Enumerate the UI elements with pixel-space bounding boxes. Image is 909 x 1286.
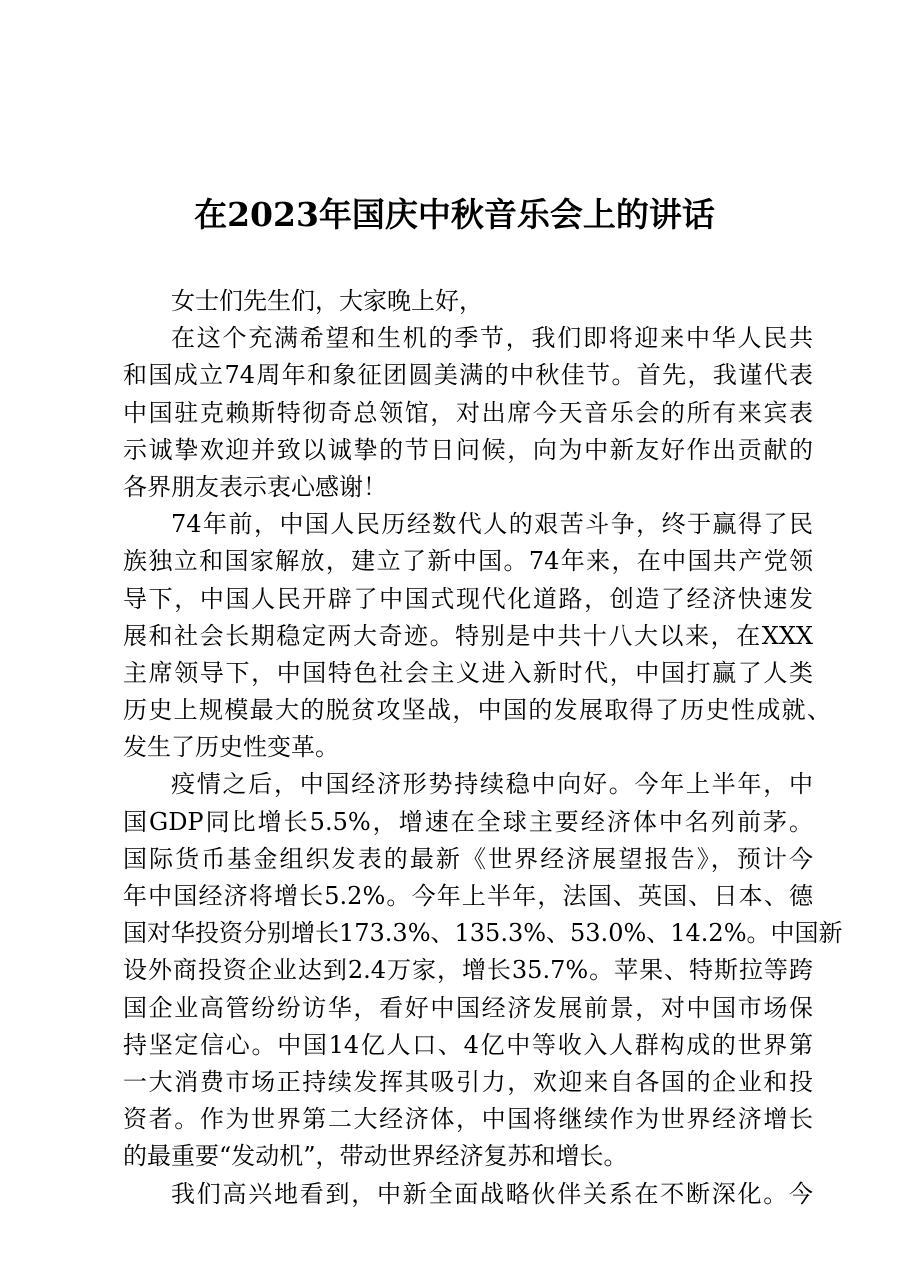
- salutation-line: 女士们先生们，大家晚上好，: [171, 287, 483, 315]
- paragraph-line: 74年前，中国人民历经数代人的艰苦斗争，终于赢得了民: [171, 510, 813, 539]
- paragraph-line: 国GDP同比增长5.5%，增速在全球主要经济体中名列前茅。: [123, 807, 813, 836]
- paragraph-line: 设外商投资企业达到2.4万家，增长35.7%。苹果、特斯拉等跨: [123, 956, 813, 985]
- paragraph-line: 资者。作为世界第二大经济体，中国将继续作为世界经济增长: [123, 1105, 813, 1134]
- paragraph-line: 持坚定信心。中国14亿人口、4亿中等收入人群构成的世界第: [123, 1030, 813, 1059]
- paragraph-line: 主席领导下，中国特色社会主义进入新时代，中国打赢了人类: [123, 658, 813, 687]
- paragraph-line: 国对华投资分别增长173.3%、135.3%、53.0%、14.2%。中国新: [123, 919, 843, 948]
- paragraph-line: 一大消费市场正持续发挥其吸引力，欢迎来自各国的企业和投: [123, 1067, 813, 1096]
- paragraph-line: 疫情之后，中国经济形势持续稳中向好。今年上半年，中: [171, 770, 813, 799]
- paragraph-line: 历史上规模最大的脱贫攻坚战，中国的发展取得了历史性成就、: [123, 696, 831, 725]
- paragraph-line: 展和社会长期稳定两大奇迹。特别是中共十八大以来，在XXX: [123, 621, 813, 650]
- paragraph-line: 发生了历史性变革。: [123, 733, 339, 762]
- paragraph-line: 导下，中国人民开辟了中国式现代化道路，创造了经济快速发: [123, 584, 813, 613]
- paragraph-line: 的最重要“发动机”，带动世界经济复苏和增长。: [123, 1142, 628, 1171]
- paragraph-line: 国际货币基金组织发表的最新《世界经济展望报告》，预计今: [123, 844, 813, 873]
- paragraph-line: 中国驻克赖斯特彻奇总领馆，对出席今天音乐会的所有来宾表: [123, 398, 813, 427]
- paragraph-line: 示诚挚欢迎并致以诚挚的节日问候，向为中新友好作出贡献的: [123, 435, 813, 464]
- paragraph-line: 年中国经济将增长5.2%。今年上半年，法国、英国、日本、德: [123, 882, 813, 910]
- document-body: [123, 283, 843, 1213]
- paragraph-line: 各界朋友表示衷心感谢！: [123, 472, 387, 501]
- paragraph-line: 族独立和国家解放，建立了新中国。74年来，在中国共产党领: [123, 547, 813, 576]
- paragraph-line: 在这个充满希望和生机的季节，我们即将迎来中华人民共: [171, 324, 813, 353]
- paragraph-line: 和国成立74周年和象征团圆美满的中秋佳节。首先，我谨代表: [123, 361, 813, 390]
- paragraph-line: 我们高兴地看到，中新全面战略伙伴关系在不断深化。今: [171, 1179, 813, 1208]
- paragraph-line: 国企业高管纷纷访华，看好中国经济发展前景，对中国市场保: [123, 993, 813, 1022]
- document-title: 在2023年国庆中秋音乐会上的讲话: [194, 195, 715, 234]
